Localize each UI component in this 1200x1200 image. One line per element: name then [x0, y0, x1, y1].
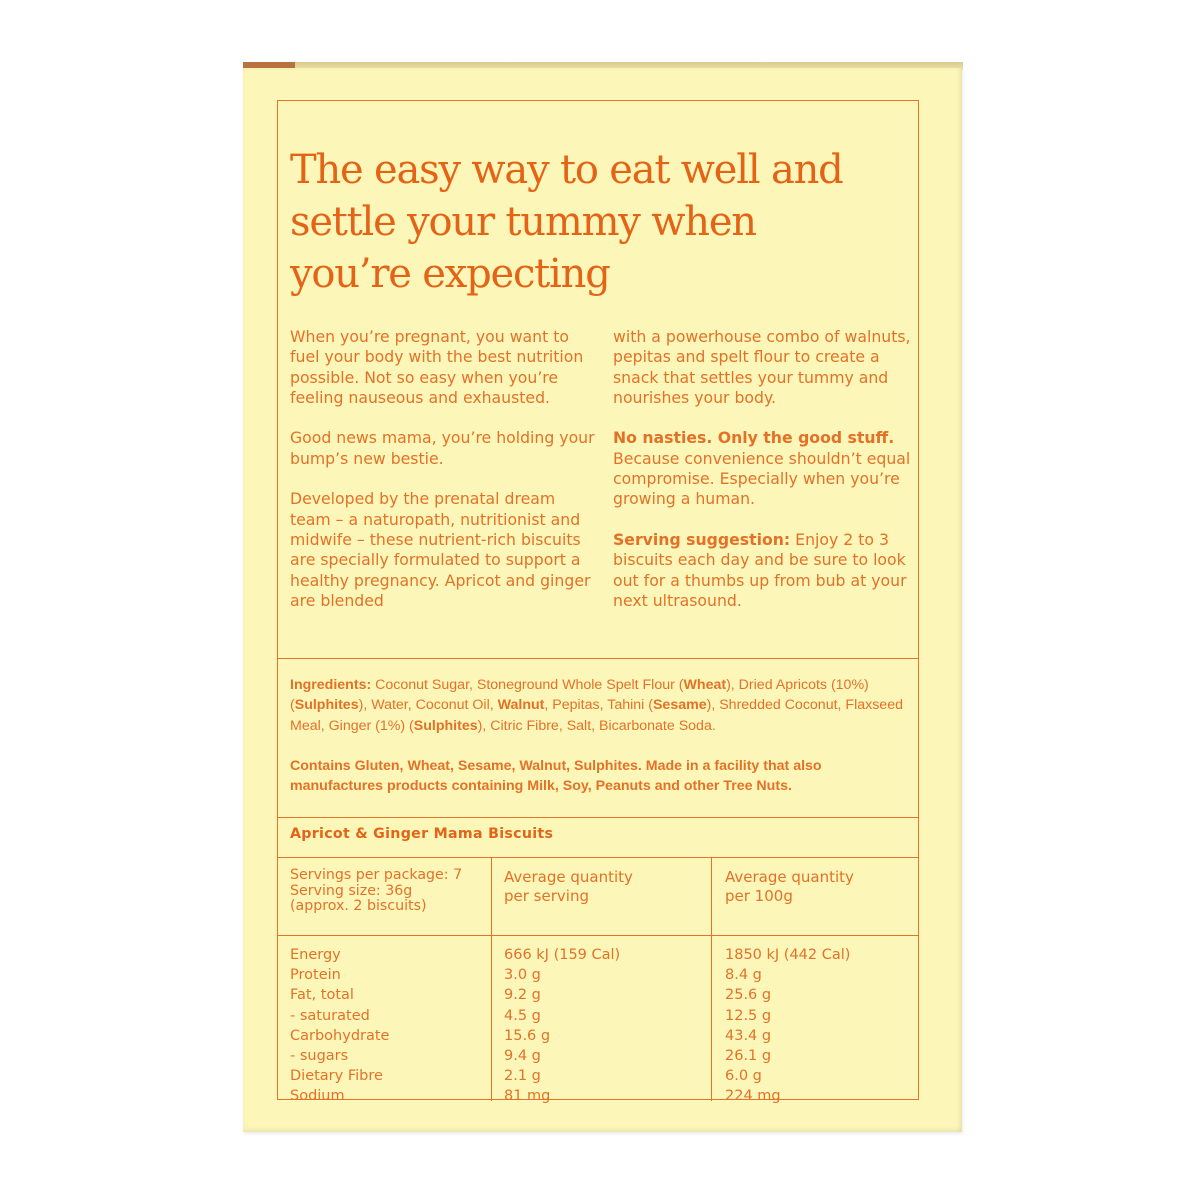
per-100g-header-line-1: Average quantity — [725, 868, 854, 886]
content-frame — [277, 100, 919, 1105]
per-100g-value: 8.4 g — [725, 967, 762, 984]
per-100g-value: 6.0 g — [725, 1068, 762, 1085]
per-serving-header-line-2: per serving — [504, 887, 589, 905]
serving-info — [290, 868, 462, 915]
no-nasties-text: Because convenience shouldn’t equal compromise. Especially when you’re growing a human. — [613, 448, 911, 509]
intro-paragraph-6 — [613, 530, 913, 611]
per-100g-value: 25.6 g — [725, 987, 772, 1004]
headline — [290, 144, 900, 300]
nutrient-name: Carbohydrate — [290, 1027, 390, 1044]
per-serving-value: 4.5 g — [504, 1007, 541, 1024]
intro-paragraph-5 — [613, 428, 913, 509]
per-serving-value: 81 mg — [504, 1088, 551, 1105]
serving-approx: (approx. 2 biscuits) — [290, 898, 427, 914]
ingredients-text: ), Citric Fibre, Salt, Bicarbonate Soda. — [477, 717, 716, 734]
per-serving-value: 3.0 g — [504, 967, 541, 984]
nutrient-name: - sugars — [290, 1048, 349, 1065]
headline-line-2: settle your tummy when — [290, 199, 756, 245]
intro-paragraph-1: When you’re pregnant, you want to fuel your body with the best nutrition possible. Not so easy when you’re feeling nauseous and exhausted. — [290, 327, 584, 407]
nutrition-column-divider-2 — [711, 857, 712, 1101]
intro-paragraph-2: Good news mama, you’re holding your bump’s new bestie. — [290, 428, 595, 468]
headline-line-1: The easy way to eat well and — [290, 147, 843, 193]
per-100g-value: 12.5 g — [725, 1007, 772, 1024]
per-serving-value: 9.2 g — [504, 987, 541, 1004]
intro-paragraph-3: Developed by the prenatal dream team – a naturopath, nutritionist and midwife – these nutrient-rich biscuits are specially formulated to support a healthy pregnancy. Apricot and ginger are blended — [290, 489, 591, 610]
ingredients-text: , Pepitas, Tahini ( — [544, 697, 653, 714]
per-serving-header — [504, 868, 633, 906]
allergen-sulphites: Sulphites — [413, 717, 478, 734]
allergen-walnut: Walnut — [497, 697, 545, 714]
per-100g-values — [725, 945, 850, 1107]
ingredients-block — [290, 675, 910, 817]
per-serving-value: 666 kJ (159 Cal) — [504, 947, 621, 963]
nutrient-name: Protein — [290, 967, 341, 984]
ingredients-list — [290, 675, 910, 736]
package-back-panel — [243, 68, 962, 1132]
servings-per-package: Servings per package: 7 — [290, 867, 463, 883]
divider-nutrition-rows — [278, 935, 918, 936]
per-100g-value: 43.4 g — [725, 1027, 772, 1044]
allergen-statement: Contains Gluten, Wheat, Sesame, Walnut, Sulphites. Made in a facility that also manufactures products containing Milk, Soy, Peanuts and other Tree Nuts. — [290, 758, 822, 795]
per-100g-header-line-2: per 100g — [725, 887, 793, 905]
per-serving-value: 15.6 g — [504, 1027, 551, 1044]
divider-nutrition-header — [278, 857, 918, 858]
serving-size: Serving size: 36g — [290, 882, 413, 899]
no-nasties-heading: No nasties. Only the good stuff. — [613, 428, 895, 448]
per-100g-value: 224 mg — [725, 1088, 781, 1105]
nutrition-column-divider-1 — [491, 857, 492, 1101]
serving-suggestion-text: Enjoy 2 to 3 biscuits each day and be sure to look out for a thumbs up from bub at your next ultrasound. — [613, 529, 907, 610]
intro-column-right — [613, 327, 913, 631]
divider-ingredients — [278, 658, 918, 659]
per-100g-header — [725, 868, 854, 906]
allergen-wheat: Wheat — [683, 677, 727, 693]
per-serving-value: 9.4 g — [504, 1048, 541, 1065]
per-serving-values — [504, 945, 620, 1107]
nutrient-name: Energy — [290, 947, 341, 963]
ingredients-text: ), Water, Coconut Oil, — [358, 697, 498, 714]
ingredients-label: Ingredients: — [290, 677, 372, 693]
nutrient-names — [290, 945, 389, 1107]
ingredients-text: ), Shredded Coconut, Flaxseed Meal, Ginger (1%) ( — [290, 697, 903, 734]
per-serving-header-line-1: Average quantity — [504, 868, 633, 886]
per-serving-value: 2.1 g — [504, 1068, 541, 1085]
divider-nutrition — [278, 817, 918, 818]
per-100g-value: 26.1 g — [725, 1048, 772, 1065]
per-100g-value: 1850 kJ (442 Cal) — [725, 947, 851, 963]
intro-column-left — [290, 327, 600, 631]
ingredients-text: Coconut Sugar, Stoneground Whole Spelt Flour ( — [371, 677, 684, 693]
nutrient-name: - saturated — [290, 1007, 370, 1024]
allergen-sesame: Sesame — [652, 697, 707, 714]
allergen-sulphites: Sulphites — [294, 697, 359, 714]
ingredients-text: ), Dried Apricots (10%) ( — [290, 677, 869, 714]
headline-line-3: you’re expecting — [290, 251, 610, 297]
nutrient-name: Sodium — [290, 1088, 345, 1105]
nutrition-panel-title: Apricot & Ginger Mama Biscuits — [290, 826, 554, 842]
nutrient-name: Fat, total — [290, 987, 354, 1004]
nutrient-name: Dietary Fibre — [290, 1068, 383, 1085]
intro-paragraph-4: with a powerhouse combo of walnuts, pepitas and spelt flour to create a snack that settles your tummy and nourishes your body. — [613, 327, 911, 407]
serving-suggestion-label: Serving suggestion: — [613, 529, 791, 549]
